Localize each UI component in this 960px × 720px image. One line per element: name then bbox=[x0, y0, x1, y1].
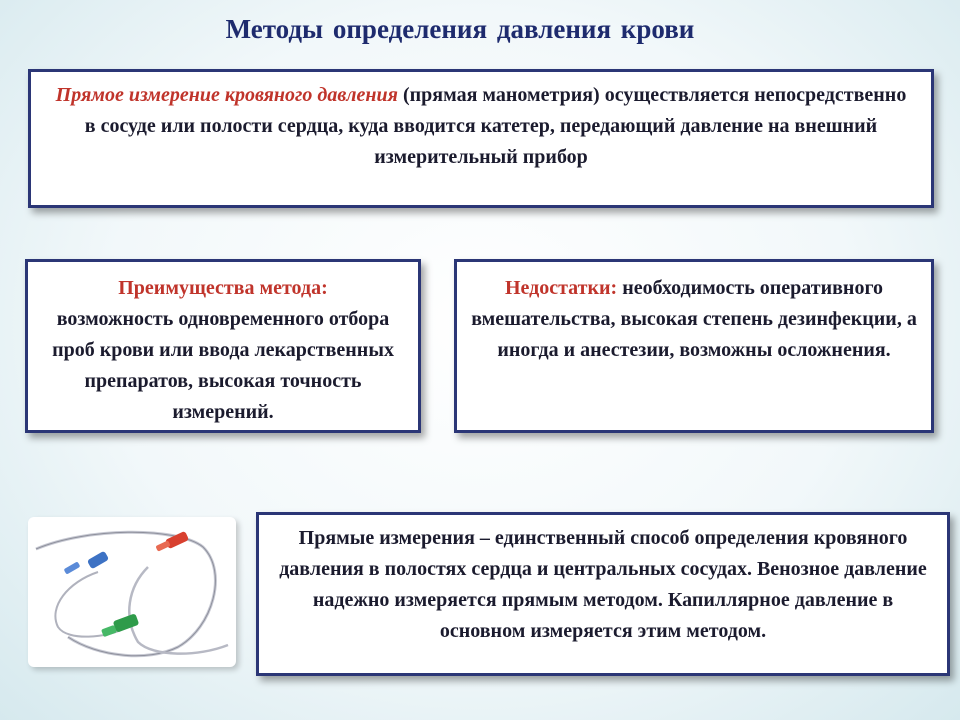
disadvantages-box bbox=[454, 259, 934, 433]
only-method-text: Прямые измерения – единственный способ определения кровяного давления в полостях сердца и центральных сосудах. Венозное давление надежно измеряется прямым методом. Капиллярное давление в основном измеряется этим методом. bbox=[279, 527, 927, 642]
advantages-text: возможность одновременного отбора проб крови или ввода лекарственных препаратов, высокая точность измерений. bbox=[52, 308, 394, 423]
only-method-box bbox=[256, 512, 950, 676]
direct-measurement-text: (прямая манометрия) осуществляется непосредственно в сосуде или полости сердца, куда вводится катетер, передающий давление на внешний измерительный прибор bbox=[84, 84, 907, 168]
catheter-illustration-icon bbox=[28, 517, 236, 667]
advantages-heading: Преимущества метода: bbox=[118, 277, 328, 299]
advantages-box bbox=[25, 259, 421, 433]
page-title: Методы определения давления крови bbox=[225, 14, 695, 44]
direct-measurement-box bbox=[28, 69, 934, 208]
direct-measurement-term: Прямое измерение кровяного давления bbox=[55, 84, 398, 106]
disadvantages-text: необходимость оперативного вмешательства, высокая степень дезинфекции, а иногда и анестезии, возможны осложнения. bbox=[471, 277, 917, 361]
disadvantages-heading: Недостатки: bbox=[504, 277, 618, 299]
catheter-image bbox=[28, 517, 236, 667]
